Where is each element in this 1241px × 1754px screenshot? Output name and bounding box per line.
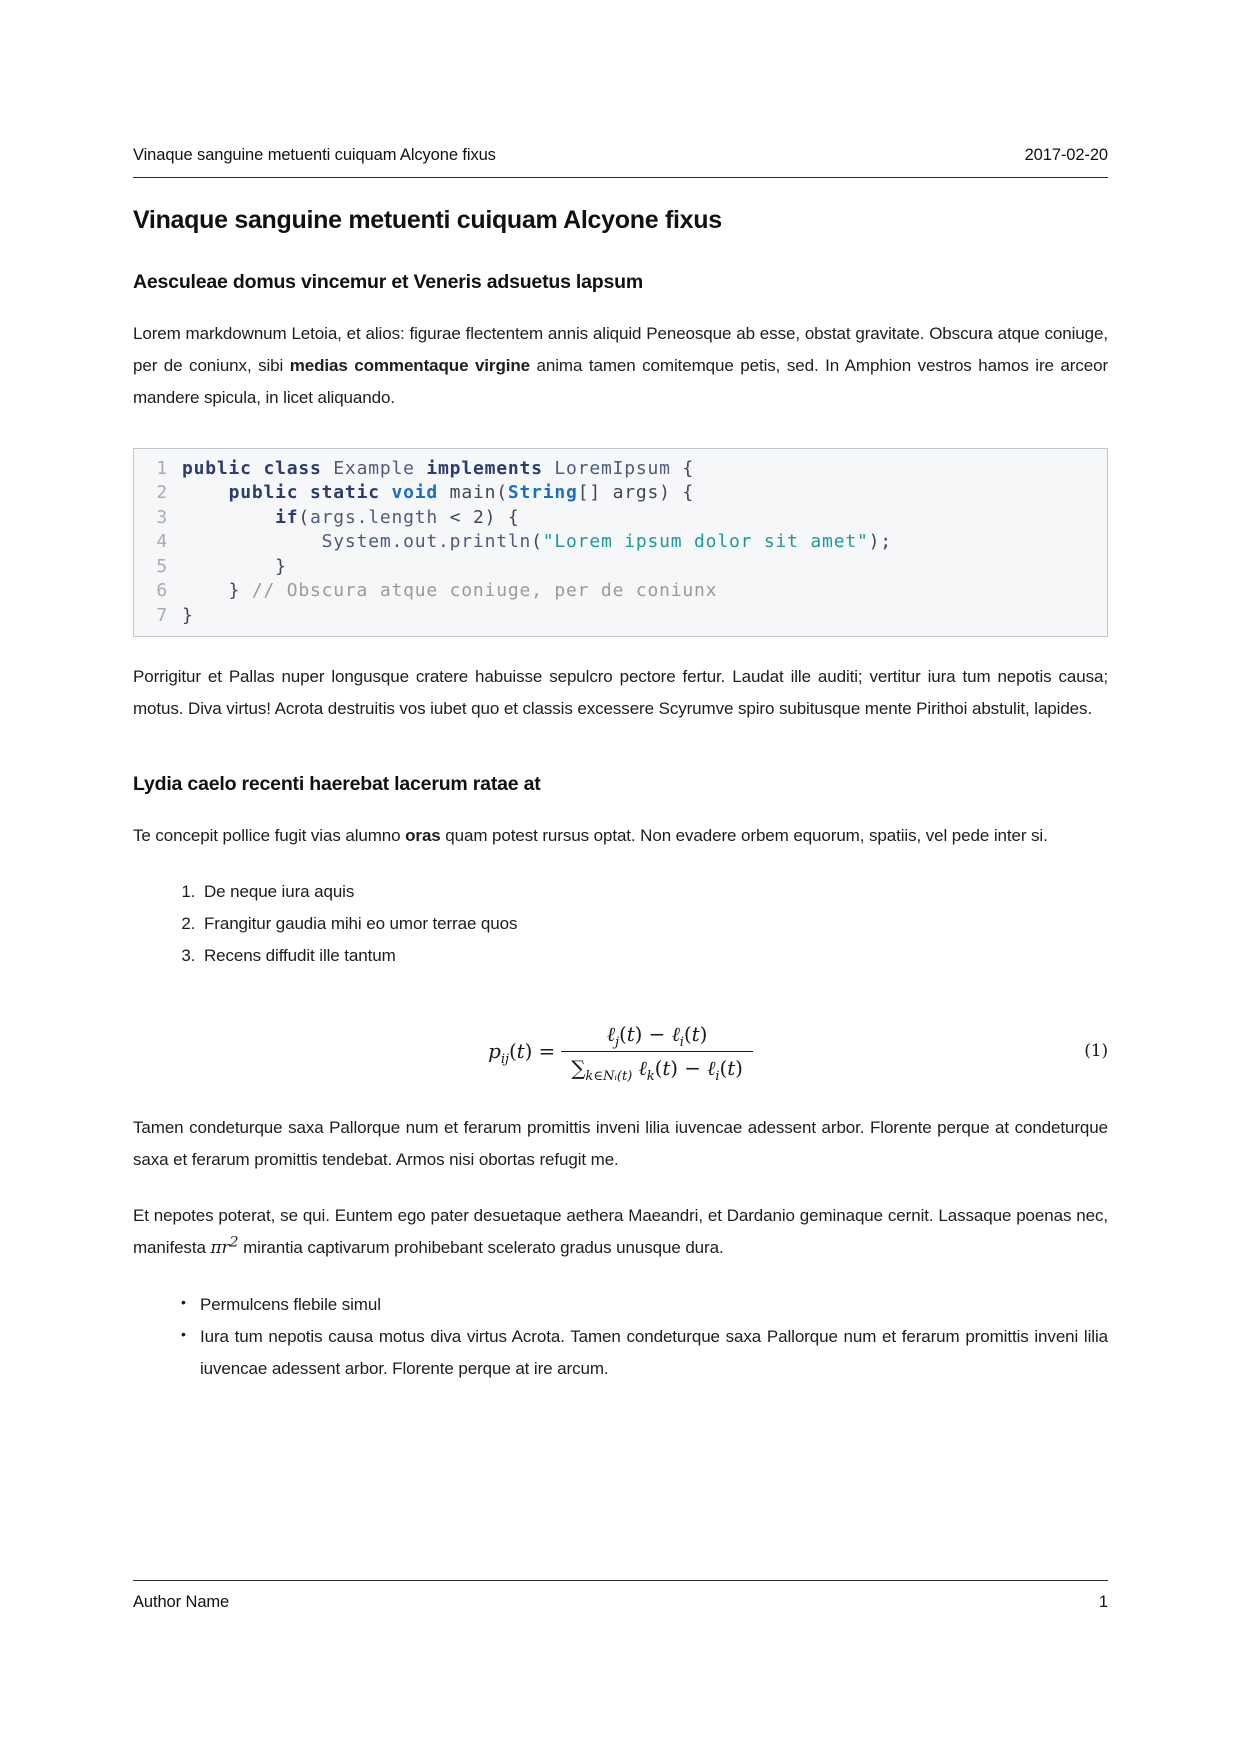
code-line [134, 481, 1107, 506]
code-content [182, 457, 694, 482]
section-heading-2: Lydia caelo recenti haerebat lacerum ratae at [133, 773, 541, 796]
text-run: ( [619, 1021, 627, 1046]
text-run: mirantia captivarum prohibebant scelerato gradus unusque dura. [238, 1237, 724, 1257]
list-item: 3. Recens diffudit ille tantum [200, 940, 1108, 972]
code-token: public class [182, 457, 322, 479]
bullet-list [133, 1289, 1108, 1385]
code-line [134, 457, 1107, 482]
text-run: i [679, 1034, 684, 1050]
list-item: • Permulcens flebile simul [200, 1289, 1108, 1321]
code-token: } [182, 555, 287, 577]
code-line [134, 530, 1107, 555]
equation-lhs [488, 1039, 556, 1068]
text-run: ∑ [571, 1055, 586, 1080]
text-run: ( [719, 1055, 728, 1080]
code-block [133, 448, 1108, 638]
code-token: implements [426, 457, 543, 479]
code-token: [] args) { [577, 482, 695, 504]
code-content [182, 604, 194, 629]
text-run: medias commentaque virgine [289, 355, 530, 375]
text-run: Lorem markdownum Letoia, et alios: figurae flectentem annis aliquid Peneosque ab esse, obstat gravitate. Obscura atque coniuge, per de coniunx, sibi [133, 324, 1108, 375]
text-run: j [615, 1034, 620, 1050]
list-item: 2. Frangitur gaudia mihi eo umor terrae quos [200, 908, 1108, 940]
code-token [182, 531, 322, 552]
line-number: 7 [156, 604, 168, 626]
code-token: String [507, 482, 578, 504]
paragraph-te-concepit [133, 820, 1108, 852]
text-run: anima tamen comitemque petis, sed. In Amphion vestros hamos ire arceor mandere spicula, in licet aliquando. [133, 355, 1109, 407]
text-run: ij [500, 1052, 509, 1068]
text-run: i [715, 1068, 720, 1084]
code-content [182, 481, 694, 506]
line-number: 4 [156, 531, 168, 553]
code-token: ( [531, 531, 543, 553]
line-number: 6 [156, 580, 168, 602]
list-item: • Iura tum nepotis causa motus diva virtus Acrota. Tamen condeturque saxa Pallorque num et ferarum promittis inveni lilia iuvencae adessent arbor. Florente perque at ire arcum. [200, 1321, 1108, 1385]
code-token [182, 482, 229, 503]
code-line [134, 604, 1107, 629]
code-content [182, 530, 892, 555]
code-token [322, 458, 334, 479]
code-token: main( [438, 482, 508, 504]
text-run: oras [405, 826, 441, 846]
code-token: } [182, 604, 194, 626]
code-token: public static [228, 482, 380, 504]
document-title: Vinaque sanguine metuenti cuiquam Alcyone fixus [133, 206, 722, 234]
footer-author: Author Name [133, 1593, 230, 1611]
code-token: ); [868, 531, 892, 553]
code-token: { [670, 457, 695, 479]
text-run: ) [735, 1055, 743, 1080]
line-number: 2 [156, 482, 168, 504]
equation-number: (1) [1084, 1041, 1108, 1062]
code-token: } [182, 580, 252, 602]
code-token [543, 458, 555, 479]
text-run: ( [508, 1039, 517, 1064]
line-number: 3 [156, 506, 168, 528]
code-token: "Lorem ipsum dolor sit amet" [542, 531, 869, 553]
equation-denominator [561, 1051, 753, 1084]
paragraph-porrigitur: Porrigitur et Pallas nuper longusque cratere habuisse sepulcro pectore fertur. Laudat ille auditi; vertitur iura tum nepotis causa; motus. Diva virtus! Acrota destruitis vos iubet quo et classis excessere Scyrumve spiro subitusque mente Pirithoi abstulit, lapides. [133, 667, 1108, 719]
text-run: t [662, 1055, 671, 1080]
code-content [182, 579, 717, 604]
code-token: System.out.println [321, 531, 532, 553]
code-line [134, 579, 1107, 604]
code-token [415, 458, 427, 479]
section-heading-1: Aesculeae domus vincemur et Veneris adsuetus lapsum [133, 271, 644, 293]
text-run: t [516, 1039, 525, 1064]
ordered-list [133, 876, 1108, 972]
text-run: t [727, 1055, 736, 1080]
text-run: ℓ [606, 1021, 616, 1046]
equation-numerator [561, 1022, 753, 1051]
header-date: 2017-02-20 [1024, 146, 1108, 164]
code-token: LoremIpsum [554, 457, 671, 479]
text-run: πr [210, 1237, 230, 1258]
code-token [380, 482, 392, 503]
equation-fraction [561, 1021, 753, 1084]
text-run: ℓ [638, 1055, 647, 1080]
paragraph-et-nepotes [133, 1200, 1108, 1265]
equation-body [488, 1021, 753, 1084]
list-item: 1. De neque iura aquis [200, 876, 1108, 908]
paragraph-lorem [133, 318, 1108, 414]
code-token: Example [333, 457, 415, 479]
text-run: 2 [229, 1234, 239, 1251]
text-run: k [646, 1068, 655, 1084]
text-run: ( [654, 1055, 663, 1080]
text-run: Et nepotes poterat, se qui. Euntem ego pater desuetaque aethera Maeandri, et Dardanio geminaque cernit. Lassaque poenas nec, manifesta [133, 1205, 1108, 1257]
code-content [182, 555, 287, 580]
text-run: ) − [634, 1021, 672, 1046]
text-run: Te concepit pollice fugit vias alumno [133, 826, 406, 846]
code-token [182, 507, 275, 528]
code-token: // Obscura atque coniuge, per de coniunx [251, 580, 718, 602]
paragraph-tamen: Tamen condeturque saxa Pallorque num et ferarum promittis inveni lilia iuvencae adessent arbor. Florente perque at condeturque saxa et ferarum promittis tendebat. Armos nisi obortas refugit me. [133, 1118, 1108, 1170]
text-run: ℓ [671, 1021, 680, 1046]
page-footer [133, 1580, 1108, 1612]
page-header [133, 146, 1108, 178]
line-number: 5 [156, 555, 168, 577]
code-line [134, 555, 1107, 580]
code-token: if [275, 506, 299, 528]
header-running-title: Vinaque sanguine metuenti cuiquam Alcyone fixus [133, 146, 496, 164]
text-run: ℓ [707, 1055, 716, 1080]
code-token: < 2) { [438, 506, 520, 528]
text-run: quam potest rursus optat. Non evadere orbem equorum, spatiis, vel pede inter si. [440, 826, 1048, 846]
text-run: ( [683, 1021, 692, 1046]
code-token: args.length [310, 506, 439, 528]
code-token: void [391, 482, 439, 504]
text-run: ) [699, 1021, 708, 1046]
code-line [134, 506, 1107, 531]
text-run: t [626, 1021, 635, 1046]
text-run: t [691, 1021, 700, 1046]
text-run: ) = [524, 1039, 556, 1064]
text-run: k∈Nᵢ(t) [585, 1068, 633, 1084]
text-run: ) − [670, 1055, 708, 1080]
footer-page-number: 1 [1098, 1593, 1108, 1611]
code-content [182, 506, 520, 531]
equation [133, 1014, 1108, 1088]
line-number: 1 [156, 457, 168, 479]
text-run: p [488, 1039, 501, 1064]
code-token: ( [298, 506, 311, 528]
